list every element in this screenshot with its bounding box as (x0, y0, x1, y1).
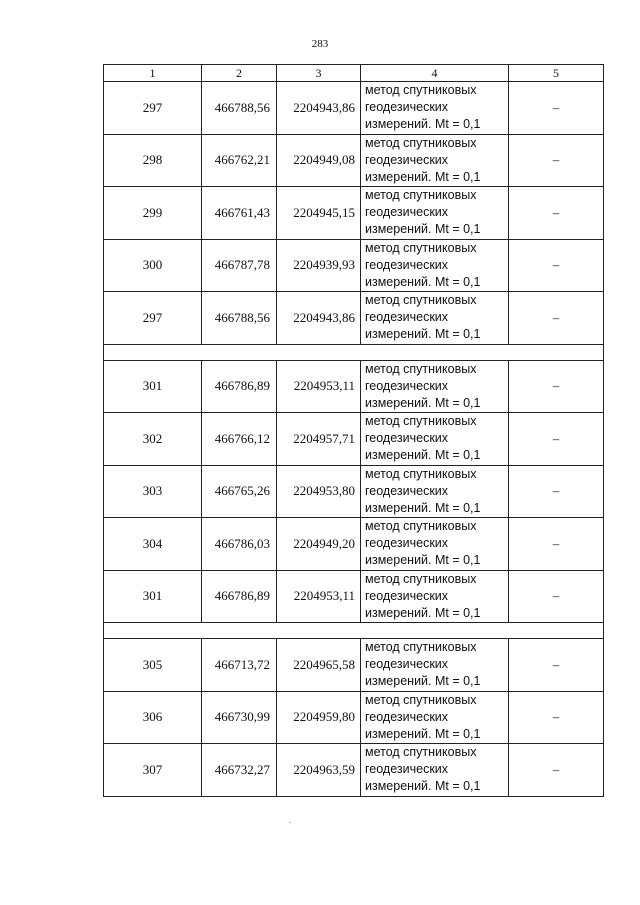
table-row (104, 187, 604, 240)
x-coordinate-cell: 466766,12 (202, 413, 277, 466)
method-text-line: измерений. Mt = 0,1 (365, 274, 481, 289)
y-coordinate-cell: 2204957,71 (277, 413, 361, 466)
method-text-line: измерений. Mt = 0,1 (365, 674, 481, 689)
method-text-line: метод спутниковых (365, 640, 477, 655)
accuracy-cell: – (509, 292, 604, 345)
method-text-line: измерений. Mt = 0,1 (365, 500, 481, 515)
method-text-line: метод спутниковых (365, 692, 477, 707)
table-row (104, 639, 604, 692)
method-text-line: геодезических (365, 310, 449, 325)
point-number-cell: 297 (104, 292, 202, 345)
point-number-cell: 298 (104, 134, 202, 187)
point-number-cell: 299 (104, 187, 202, 240)
method-text-line: геодезических (365, 536, 449, 551)
method-text-line: геодезических (365, 431, 449, 446)
y-coordinate-cell: 2204945,15 (277, 187, 361, 240)
table-row (104, 413, 604, 466)
accuracy-cell: – (509, 518, 604, 571)
method-text-line: геодезических (365, 657, 449, 672)
y-coordinate-cell: 2204943,86 (277, 82, 361, 135)
method-text-line: метод спутниковых (365, 135, 477, 150)
table-row (104, 518, 604, 571)
method-cell (361, 465, 509, 518)
table-row (104, 239, 604, 292)
point-number-cell: 305 (104, 639, 202, 692)
x-coordinate-cell: 466732,27 (202, 744, 277, 797)
method-text-line: метод спутниковых (365, 361, 477, 376)
table-separator-row (104, 344, 604, 360)
x-coordinate-cell: 466765,26 (202, 465, 277, 518)
accuracy-cell: – (509, 465, 604, 518)
method-text-line: измерений. Mt = 0,1 (365, 327, 481, 342)
y-coordinate-cell: 2204953,80 (277, 465, 361, 518)
coordinates-table (103, 64, 604, 797)
x-coordinate-cell: 466786,89 (202, 360, 277, 413)
y-coordinate-cell: 2204939,93 (277, 239, 361, 292)
accuracy-cell: – (509, 744, 604, 797)
method-cell (361, 570, 509, 623)
column-header: 3 (277, 65, 361, 82)
y-coordinate-cell: 2204949,20 (277, 518, 361, 571)
accuracy-cell: – (509, 187, 604, 240)
method-cell (361, 82, 509, 135)
accuracy-cell: – (509, 239, 604, 292)
method-cell (361, 413, 509, 466)
scan-artifact-dot (289, 822, 291, 823)
y-coordinate-cell: 2204959,80 (277, 691, 361, 744)
x-coordinate-cell: 466761,43 (202, 187, 277, 240)
x-coordinate-cell: 466762,21 (202, 134, 277, 187)
column-header: 2 (202, 65, 277, 82)
method-text-line: метод спутниковых (365, 240, 477, 255)
point-number-cell: 302 (104, 413, 202, 466)
method-text-line: измерений. Mt = 0,1 (365, 779, 481, 794)
y-coordinate-cell: 2204965,58 (277, 639, 361, 692)
table-row (104, 292, 604, 345)
page-number: 283 (311, 38, 329, 50)
separator-cell (104, 344, 604, 360)
point-number-cell: 307 (104, 744, 202, 797)
method-cell (361, 639, 509, 692)
method-text-line: метод спутниковых (365, 83, 477, 98)
method-text-line: измерений. Mt = 0,1 (365, 726, 481, 741)
method-text-line: геодезических (365, 378, 449, 393)
x-coordinate-cell: 466788,56 (202, 82, 277, 135)
accuracy-cell: – (509, 134, 604, 187)
method-text-line: измерений. Mt = 0,1 (365, 222, 481, 237)
x-coordinate-cell: 466786,03 (202, 518, 277, 571)
method-text-line: метод спутниковых (365, 745, 477, 760)
method-text-line: геодезических (365, 588, 449, 603)
method-text-line: геодезических (365, 100, 449, 115)
method-text-line: измерений. Mt = 0,1 (365, 605, 481, 620)
method-cell (361, 744, 509, 797)
column-header: 5 (509, 65, 604, 82)
x-coordinate-cell: 466787,78 (202, 239, 277, 292)
accuracy-cell: – (509, 639, 604, 692)
y-coordinate-cell: 2204943,86 (277, 292, 361, 345)
accuracy-cell: – (509, 360, 604, 413)
point-number-cell: 297 (104, 82, 202, 135)
method-cell (361, 691, 509, 744)
coordinates-table-body (104, 65, 604, 797)
table-row (104, 570, 604, 623)
method-cell (361, 187, 509, 240)
point-number-cell: 301 (104, 360, 202, 413)
method-text-line: геодезических (365, 257, 449, 272)
method-text-line: метод спутниковых (365, 519, 477, 534)
method-text-line: измерений. Mt = 0,1 (365, 117, 481, 132)
x-coordinate-cell: 466788,56 (202, 292, 277, 345)
method-cell (361, 134, 509, 187)
table-row (104, 465, 604, 518)
method-cell (361, 360, 509, 413)
accuracy-cell: – (509, 570, 604, 623)
method-text-line: метод спутниковых (365, 571, 477, 586)
point-number-cell: 303 (104, 465, 202, 518)
y-coordinate-cell: 2204953,11 (277, 570, 361, 623)
table-row (104, 744, 604, 797)
method-text-line: измерений. Mt = 0,1 (365, 553, 481, 568)
point-number-cell: 301 (104, 570, 202, 623)
method-text-line: геодезических (365, 152, 449, 167)
accuracy-cell: – (509, 82, 604, 135)
point-number-cell: 304 (104, 518, 202, 571)
y-coordinate-cell: 2204963,59 (277, 744, 361, 797)
x-coordinate-cell: 466713,72 (202, 639, 277, 692)
method-text-line: измерений. Mt = 0,1 (365, 169, 481, 184)
column-header: 1 (104, 65, 202, 82)
x-coordinate-cell: 466786,89 (202, 570, 277, 623)
method-text-line: геодезических (365, 483, 449, 498)
method-text-line: метод спутниковых (365, 188, 477, 203)
method-cell (361, 518, 509, 571)
method-cell (361, 292, 509, 345)
method-text-line: геодезических (365, 762, 449, 777)
method-text-line: метод спутниковых (365, 293, 477, 308)
method-text-line: геодезических (365, 709, 449, 724)
table-row (104, 134, 604, 187)
table-row (104, 360, 604, 413)
method-text-line: измерений. Mt = 0,1 (365, 395, 481, 410)
table-header-row (104, 65, 604, 82)
method-text-line: измерений. Mt = 0,1 (365, 448, 481, 463)
point-number-cell: 300 (104, 239, 202, 292)
method-text-line: метод спутниковых (365, 466, 477, 481)
column-header: 4 (361, 65, 509, 82)
accuracy-cell: – (509, 413, 604, 466)
method-cell (361, 239, 509, 292)
table-separator-row (104, 623, 604, 639)
separator-cell (104, 623, 604, 639)
table-row (104, 82, 604, 135)
method-text-line: геодезических (365, 205, 449, 220)
y-coordinate-cell: 2204949,08 (277, 134, 361, 187)
x-coordinate-cell: 466730,99 (202, 691, 277, 744)
method-text-line: метод спутниковых (365, 414, 477, 429)
point-number-cell: 306 (104, 691, 202, 744)
accuracy-cell: – (509, 691, 604, 744)
y-coordinate-cell: 2204953,11 (277, 360, 361, 413)
table-row (104, 691, 604, 744)
